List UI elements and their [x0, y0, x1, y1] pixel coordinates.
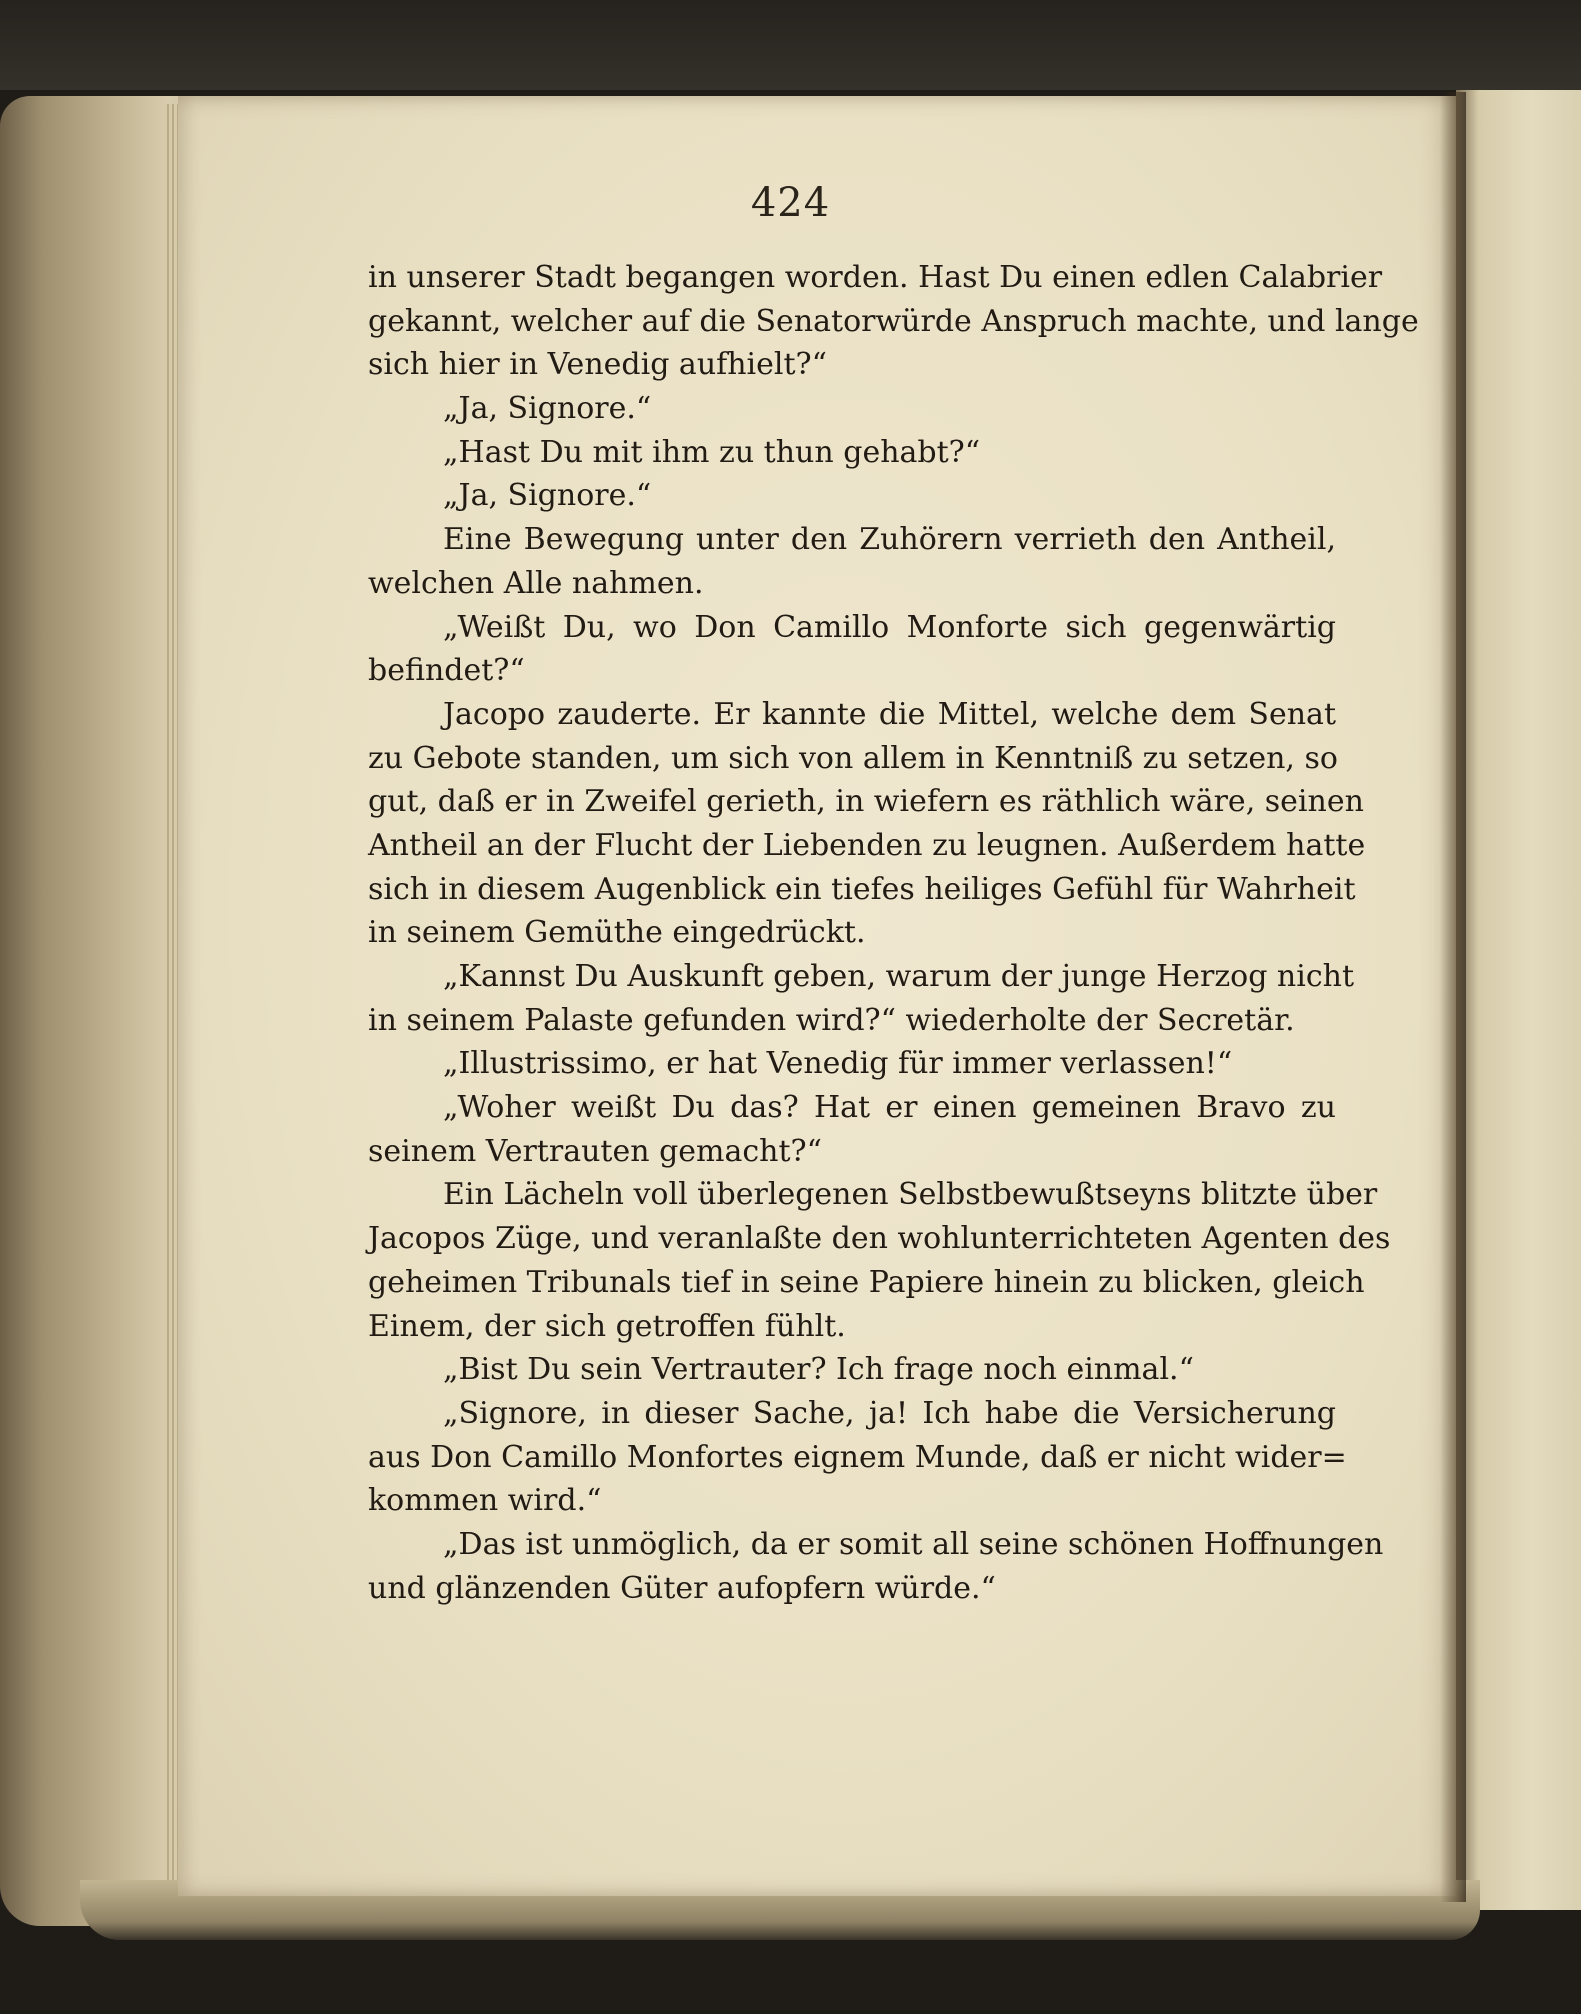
text-line: sich in diesem Augenblick ein tiefes heiliges Gefühl für Wahrheit: [368, 871, 1356, 907]
text-line: „Das ist unmöglich, da er somit all seine schönen Hoffnungen: [443, 1526, 1384, 1562]
text-line: seinem Vertrauten gemacht?“: [368, 1133, 822, 1169]
text-line: in seinem Gemüthe eingedrückt.: [368, 915, 866, 951]
text-line: „Ja, Signore.“: [443, 478, 652, 514]
text-line: sich hier in Venedig aufhielt?“: [368, 347, 827, 383]
text-line: in seinem Palaste gefunden wird?“ wiederholte der Secretär.: [368, 1002, 1295, 1038]
facing-page: [1456, 90, 1581, 1910]
text-line: welchen Alle nahmen.: [368, 565, 704, 601]
text-line: und glänzenden Güter aufopfern würde.“: [368, 1570, 996, 1606]
text-line: aus Don Camillo Monfortes eignem Munde, daß er nicht wider=: [368, 1439, 1347, 1475]
text-line: „Bist Du sein Vertrauter? Ich frage noch einmal.“: [443, 1352, 1194, 1388]
text-line: befindet?“: [368, 653, 525, 689]
text-line: zu Gebote standen, um sich von allem in Kenntniß zu setzen, so: [368, 740, 1338, 776]
text-line: „Signore, in dieser Sache, ja! Ich habe die Versicherung: [443, 1395, 1336, 1431]
text-line: „Hast Du mit ihm zu thun gehabt?“: [443, 434, 981, 470]
text-line: gut, daß er in Zweifel gerieth, in wiefern es räthlich wäre, seinen: [368, 784, 1364, 820]
text-line: in unserer Stadt begangen worden. Hast Du einen edlen Calabrier: [368, 260, 1383, 295]
text-line: Ein Lächeln voll überlegenen Selbstbewußtseyns blitzte über: [443, 1177, 1378, 1213]
book-gutter: [1440, 92, 1466, 1902]
text-line: gekannt, welcher auf die Senatorwürde Anspruch machte, und lange: [368, 303, 1419, 339]
text-line: „Weißt Du, wo Don Camillo Monforte sich gegenwärtig: [443, 609, 1336, 645]
text-line: kommen wird.“: [368, 1483, 602, 1519]
text-line: „Kannst Du Auskunft geben, warum der junge Herzog nicht: [443, 959, 1355, 994]
text-line: Eine Bewegung unter den Zuhörern verrieth den Antheil,: [443, 522, 1336, 558]
text-line: geheimen Tribunals tief in seine Papiere hinein zu blicken, gleich: [368, 1264, 1365, 1300]
scan-backdrop: [0, 0, 1581, 90]
page-number: 424: [750, 180, 831, 226]
text-line: Jacopos Züge, und veranlaßte den wohlunterrichteten Agenten des: [368, 1221, 1391, 1257]
text-line: Antheil an der Flucht der Liebenden zu leugnen. Außerdem hatte: [368, 827, 1366, 863]
text-line: „Illustrissimo, er hat Venedig für immer verlassen!“: [443, 1046, 1233, 1082]
page-body-text: [368, 256, 1419, 1610]
text-line: „Woher weißt Du das? Hat er einen gemeinen Bravo zu: [443, 1090, 1336, 1126]
text-line: „Ja, Signore.“: [443, 391, 652, 427]
text-line: Einem, der sich getroffen fühlt.: [368, 1308, 846, 1344]
text-line: Jacopo zauderte. Er kannte die Mittel, welche dem Senat: [443, 696, 1336, 732]
